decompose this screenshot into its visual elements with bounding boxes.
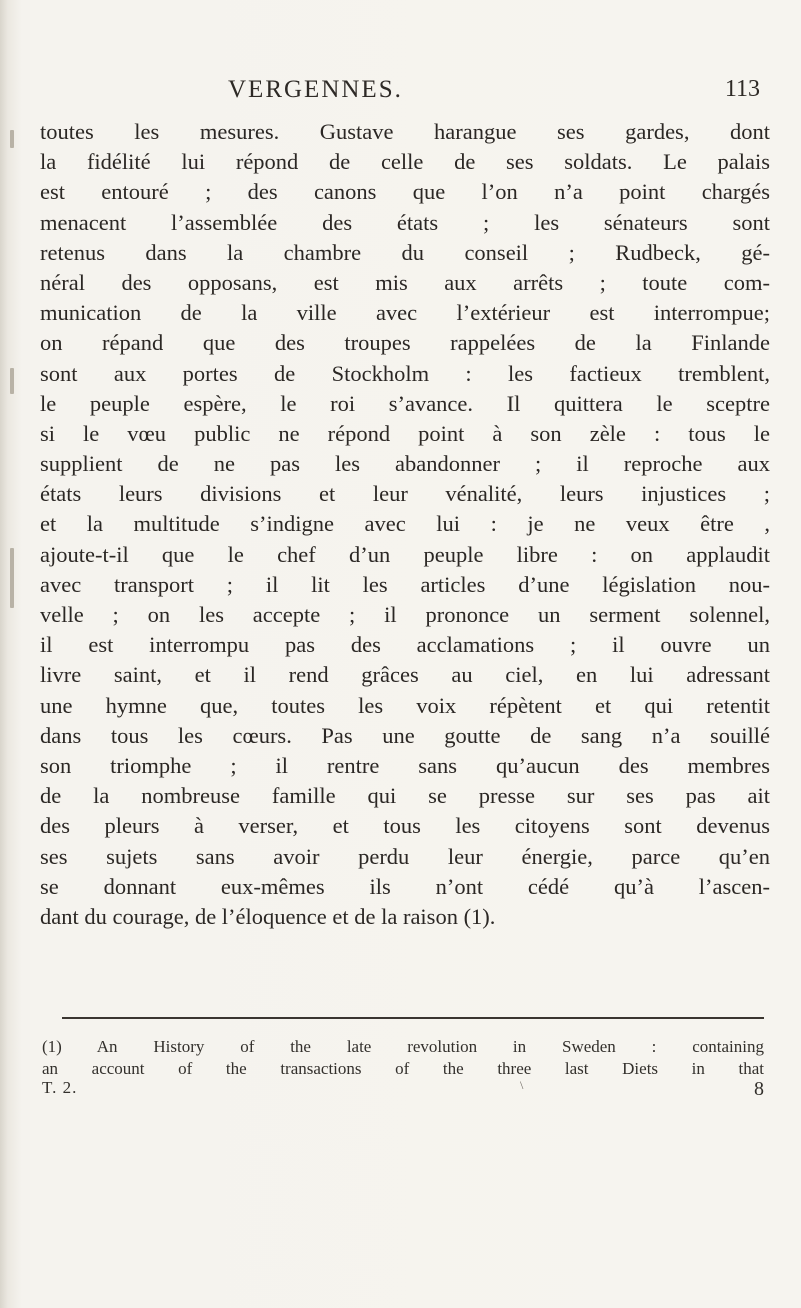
- text-line: supplient de ne pas les abandonner ; il reproche aux: [40, 451, 770, 477]
- footnote: [42, 1036, 764, 1080]
- text-line: la fidélité lui répond de celle de ses soldats. Le palais: [40, 149, 770, 175]
- text-line: sont aux portes de Stockholm : les factieux tremblent,: [40, 360, 770, 386]
- main-text: [40, 117, 770, 932]
- page-number: 113: [724, 76, 760, 102]
- text-line: si le vœu public ne répond point à son zèle : tous le: [40, 420, 770, 446]
- footnote-line: an account of the transactions of the three last Diets in that: [42, 1059, 764, 1078]
- text-line: velle ; on les accepte ; il prononce un serment solennel,: [40, 602, 770, 627]
- binding-edge-mark: [10, 368, 14, 394]
- text-line: il est interrompu pas des acclamations ; il ouvre un: [40, 632, 770, 658]
- text-line: une hymne que, toutes les voix répètent et qui retentit: [40, 692, 770, 718]
- signature-row: [42, 1078, 764, 1102]
- text-line: de la nombreuse famille qui se presse sur ses pas ait: [40, 783, 770, 809]
- text-line: munication de la ville avec l’extérieur est interrompue;: [40, 300, 770, 326]
- text-line: ses sujets sans avoir perdu leur énergie, parce qu’en: [40, 843, 770, 869]
- text-line: menacent l’assemblée des états ; les sénateurs sont: [40, 209, 770, 235]
- text-line: dans tous les cœurs. Pas une goutte de sang n’a souillé: [40, 722, 770, 748]
- text-line: est entouré ; des canons que l’on n’a point chargés: [40, 179, 770, 205]
- sheet-signature: 8: [754, 1078, 764, 1100]
- text-line: et la multitude s’indigne avec lui : je ne veux être ,: [40, 511, 770, 537]
- text-line: se donnant eux-mêmes ils n’ont cédé qu’à l’ascen-: [40, 873, 770, 899]
- text-line: néral des opposans, est mis aux arrêts ; toute com-: [40, 269, 770, 295]
- volume-signature: T. 2.: [42, 1078, 78, 1097]
- text-line: toutes les mesures. Gustave harangue ses gardes, dont: [40, 119, 770, 144]
- printer-mark: \: [520, 1078, 524, 1092]
- page-header: [60, 76, 760, 106]
- text-line: le peuple espère, le roi s’avance. Il quittera le sceptre: [40, 390, 770, 416]
- text-line: retenus dans la chambre du conseil ; Rudbeck, gé-: [40, 239, 770, 265]
- text-line: des pleurs à verser, et tous les citoyens sont devenus: [40, 813, 770, 839]
- footnote-line: (1) An History of the late revolution in Sweden : containing: [42, 1037, 764, 1056]
- text-line: états leurs divisions et leur vénalité, leurs injustices ;: [40, 481, 770, 507]
- text-line: ajoute-t-il que le chef d’un peuple libre : on applaudit: [40, 541, 770, 567]
- text-line: avec transport ; il lit les articles d’une législation nou-: [40, 571, 770, 597]
- footnote-rule: [62, 1017, 764, 1019]
- text-line: dant du courage, de l’éloquence et de la raison (1).: [40, 903, 496, 929]
- binding-edge-mark: [10, 548, 14, 608]
- running-title: VERGENNES.: [228, 76, 403, 103]
- text-line: son triomphe ; il rentre sans qu’aucun des membres: [40, 752, 770, 778]
- text-line: livre saint, et il rend grâces au ciel, en lui adressant: [40, 662, 770, 688]
- text-line: on répand que des troupes rappelées de la Finlande: [40, 330, 770, 356]
- binding-edge-mark: [10, 130, 14, 148]
